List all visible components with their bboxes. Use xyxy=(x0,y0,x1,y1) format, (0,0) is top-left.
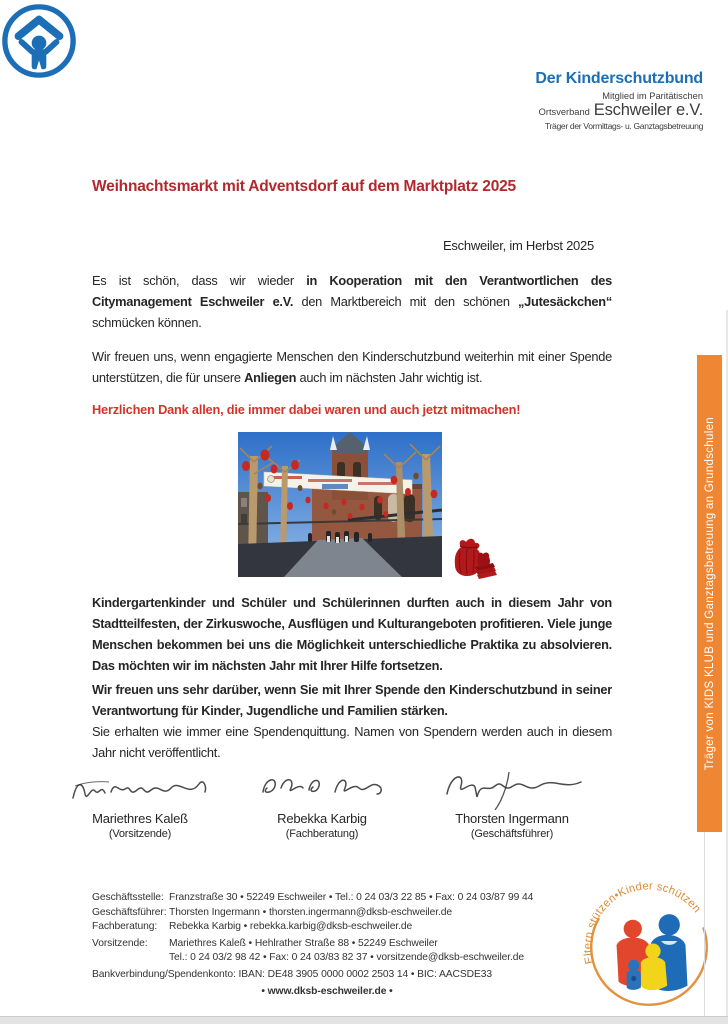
footer-row xyxy=(92,906,612,921)
paragraph-1-text: schmücken können. xyxy=(92,315,202,330)
footer-value: Rebekka Karbig • rebekka.karbig@dksb-eschweiler.de xyxy=(169,921,413,933)
paragraph-1 xyxy=(92,270,612,333)
signature-image xyxy=(65,766,215,810)
footer-label: Geschäftsstelle: xyxy=(92,892,164,903)
footer-bank-label: Bankverbindung/Spendenkonto: xyxy=(92,968,236,980)
brand-ortsverband-line xyxy=(535,101,703,120)
signature-name: Mariethres Kaleß xyxy=(92,811,188,826)
signature-role: (Geschäftsführer) xyxy=(470,828,554,840)
page-edge-bottom xyxy=(0,1016,728,1024)
footer-label: Fachberatung: xyxy=(92,921,158,933)
footer-row xyxy=(92,937,612,952)
signature-name: Thorsten Ingermann xyxy=(455,811,569,826)
footer-row xyxy=(92,920,612,935)
marketplace-photo xyxy=(238,432,442,577)
kinderschutzbund-logo-icon xyxy=(0,2,78,80)
paragraph-3: Kindergartenkinder und Schüler und Schülerinnen durften auch in diesem Jahr von Stadtteilfesten, der Zirkuswoche, Ausflügen und Kulturangeboten profitieren. Viele junge Menschen bekommen bei uns die Möglichkeit unterschiedliche Praktika zu absolvieren. Das möchten wir im nächsten Jahr mit Ihrer Hilfe fortsetzen. xyxy=(92,595,612,673)
footer-label: Geschäftsführer: xyxy=(92,906,167,918)
letter-body xyxy=(92,170,612,999)
side-banner-text: Träger von KIDS KLUB und Ganztagsbetreuung an Grundschulen xyxy=(703,416,716,771)
dateline: Eschweiler, im Herbst 2025 xyxy=(442,238,594,253)
footer-label: Vorsitzende: xyxy=(92,937,148,949)
photo-row xyxy=(92,431,612,581)
letter-title: Weihnachtsmarkt mit Adventsdorf auf dem Marktplatz 2025 xyxy=(92,178,516,195)
highlight-line: Herzlichen Dank allen, die immer dabei waren und auch jetzt mitmachen! xyxy=(92,402,521,417)
signature-row xyxy=(92,766,612,850)
paragraph-1-text: den Marktbereich mit den schönen xyxy=(293,294,519,309)
signature-block-vorsitzende xyxy=(60,766,220,841)
footer-website: • www.dksb-eschweiler.de • xyxy=(261,985,393,997)
paragraph-2 xyxy=(92,346,612,388)
footer-bank-value: IBAN: DE48 3905 0000 0002 2503 14 • BIC: AACSDE33 xyxy=(238,968,492,980)
footer-value: Thorsten Ingermann • thorsten.ingermann@dksb-eschweiler.de xyxy=(169,906,452,918)
paragraph-1-bold: in Kooperation mit den Verantwortlichen des Citymanagement Eschweiler e.V. xyxy=(92,273,613,309)
signature-image xyxy=(247,766,397,810)
signature-block-fachberatung xyxy=(242,766,402,841)
paragraph-2-text: auch im nächsten Jahr wichtig ist. xyxy=(296,370,483,385)
paragraph-2-bold: Anliegen xyxy=(244,370,297,385)
signature-image xyxy=(437,766,587,810)
brand-subline: Träger der Vormittags- u. Ganztagsbetreuung xyxy=(544,121,703,131)
brand-membership: Mitglied im Paritätischen xyxy=(602,91,703,101)
brand-text-block xyxy=(535,70,703,131)
footer-contact-block xyxy=(92,891,612,999)
paragraph-4-bold: Wir freuen uns sehr darüber, wenn Sie mit Ihrer Spende den Kinderschutzbund in seiner Verantwortung für Kinder, Jugendliche und Familien stärken. xyxy=(92,682,612,718)
signature-role: (Vorsitzende) xyxy=(108,828,172,840)
family-logo-arc-text: Eltern stützen•Kinder schützen xyxy=(582,880,703,966)
signature-block-geschaeftsfuehrer xyxy=(432,766,592,841)
footer-value: Tel.: 0 24 03/2 98 42 • Fax: 0 24 03/83 82 37 • vorsitzende@dksb-eschweiler.de xyxy=(169,952,525,964)
footer-value: Franzstraße 30 • 52249 Eschweiler • Tel.: 0 24 03/3 22 85 • Fax: 0 24 03/87 99 44 xyxy=(169,892,534,903)
paragraph-1-bold: „Jutesäckchen“ xyxy=(518,294,612,309)
paragraph-1-text: Es ist schön, dass wir wieder xyxy=(92,273,307,288)
footer-label xyxy=(92,951,169,966)
side-banner xyxy=(697,355,722,832)
jute-sacks-photo xyxy=(448,536,497,581)
brand-city: Eschweiler e.V. xyxy=(593,101,703,119)
footer-row xyxy=(92,891,612,906)
page-edge-line xyxy=(704,832,705,1016)
footer-bank-row xyxy=(92,968,612,983)
signature-role: (Fachberatung) xyxy=(285,828,359,840)
signature-name: Rebekka Karbig xyxy=(277,811,367,826)
paragraph-2-text: Wir freuen uns, wenn engagierte Menschen den Kinderschutzbund weiterhin mit einer Spende unterstützen, die für unsere xyxy=(92,349,612,385)
footer-row xyxy=(92,951,612,966)
paragraph-4-rest: Sie erhalten wie immer eine Spendenquittung. Namen von Spendern werden auch in diesem Jahr nicht veröffentlicht. xyxy=(92,724,612,760)
footer-value: Mariethres Kaleß • Hehlrather Straße 88 • 52249 Eschweiler xyxy=(169,937,438,949)
brand-name: Der Kinderschutzbund xyxy=(535,70,703,87)
brand-ortsverband-label: Ortsverband xyxy=(538,107,590,117)
